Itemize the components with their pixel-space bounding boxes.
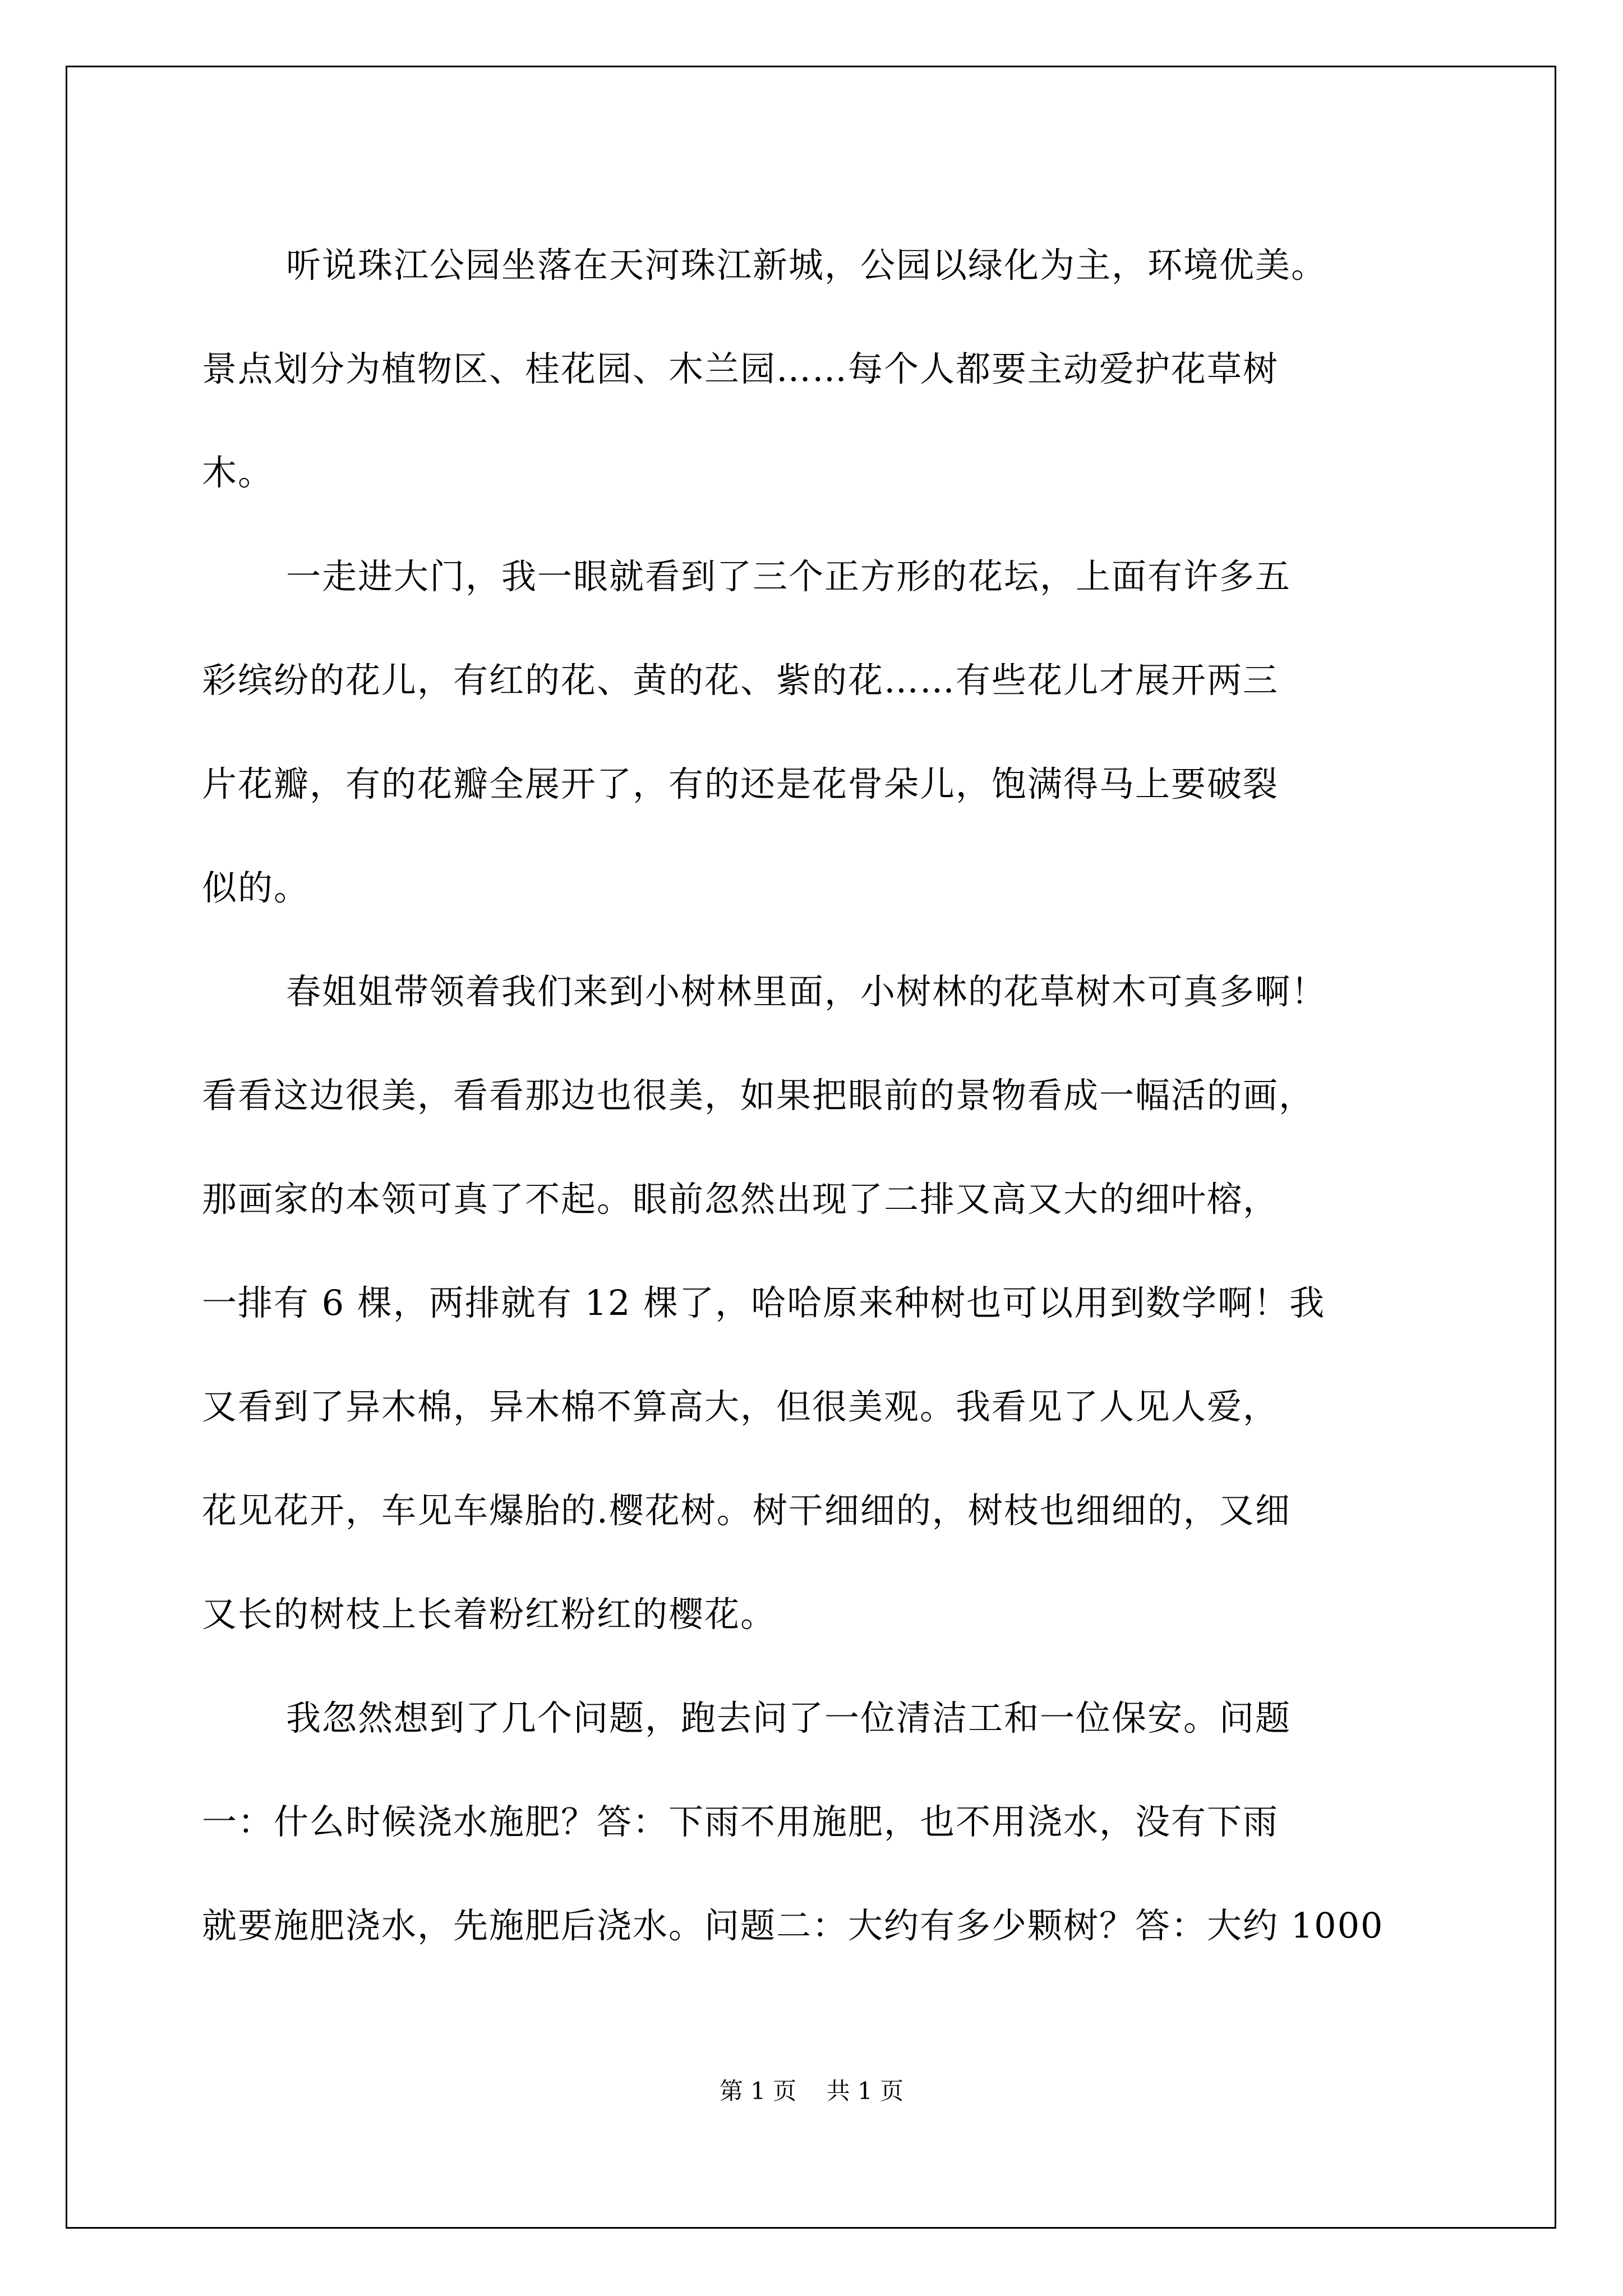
paragraph-1-line-1: 听说珠江公园坐落在天河珠江新城，公园以绿化为主，环境优美。 [286,245,1327,286]
paragraph-1-line-2: 景点划分为植物区、桂花园、木兰园……每个人都要主动爱护花草树 [202,348,1279,389]
paragraph-4-line-3: 就要施肥浇水，先施肥后浇水。问题二：大约有多少颗树？答：大约 1000 [202,1905,1384,1946]
paragraph-3-line-6: 花见花开，车见车爆胎的.樱花树。树干细细的，树枝也细细的，又细 [202,1490,1291,1531]
paragraph-2-line-4: 似的。 [202,867,310,908]
paragraph-3-line-2: 看看这边很美，看看那边也很美，如果把眼前的景物看成一幅活的画， [202,1075,1315,1116]
paragraph-3-line-3: 那画家的本领可真了不起。眼前忽然出现了二排又高又大的细叶榕， [202,1179,1279,1220]
document-body [202,213,1436,1977]
paragraph-3-line-5: 又看到了异木棉，异木棉不算高大，但很美观。我看见了人见人爱， [202,1386,1279,1427]
paragraph-2-line-2: 彩缤纷的花儿，有红的花、黄的花、紫的花……有些花儿才展开两三 [202,660,1279,701]
page-number-footer: 第 1 页 共 1 页 [719,2077,904,2105]
paragraph-3-line-4: 一排有 6 棵，两排就有 12 棵了，哈哈原来种树也可以用到数学啊！我 [202,1282,1326,1323]
paragraph-4-line-2: 一：什么时候浇水施肥？答：下雨不用施肥，也不用浇水，没有下雨 [202,1801,1279,1842]
paragraph-2-line-1: 一走进大门，我一眼就看到了三个正方形的花坛，上面有许多五 [286,556,1292,597]
paragraph-2-line-3: 片花瓣，有的花瓣全展开了，有的还是花骨朵儿，饱满得马上要破裂 [202,763,1279,804]
paragraph-1-line-3: 木。 [202,452,274,493]
paragraph-4-line-1: 我忽然想到了几个问题，跑去问了一位清洁工和一位保安。问题 [286,1697,1292,1738]
paragraph-3-line-7: 又长的树枝上长着粉红粉红的樱花。 [202,1594,777,1635]
paragraph-3-line-1: 春姐姐带领着我们来到小树林里面，小树林的花草树木可真多啊！ [286,971,1327,1012]
